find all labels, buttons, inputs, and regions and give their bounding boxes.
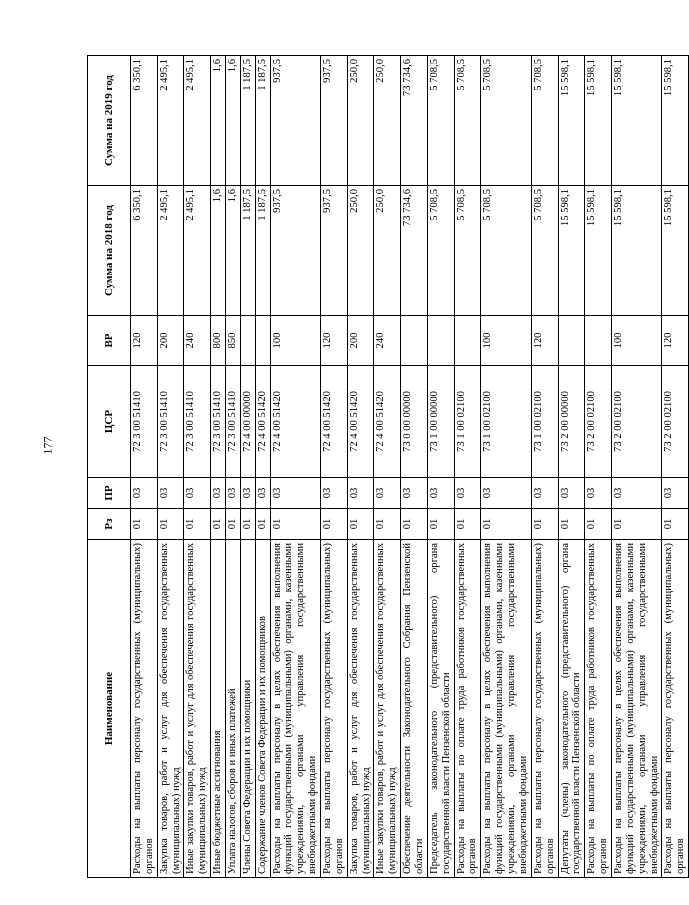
table-row xyxy=(157,56,184,878)
cell-rz: 01 xyxy=(531,509,558,540)
cell-vr: 200 xyxy=(347,316,374,366)
header-pr: ПР xyxy=(88,478,131,509)
cell-rz: 01 xyxy=(226,509,241,540)
cell-sum-2018: 2 495,1 xyxy=(157,186,184,316)
cell-sum-2018: 5 708,5 xyxy=(454,186,481,316)
cell-rz: 01 xyxy=(585,509,612,540)
cell-vr: 100 xyxy=(611,316,661,366)
cell-csr: 72 4 00 51420 xyxy=(347,366,374,478)
cell-sum-2018: 1 187,5 xyxy=(255,186,270,316)
cell-sum-2018: 250,0 xyxy=(374,186,401,316)
table-row xyxy=(226,56,241,878)
cell-sum-2018: 5 708,5 xyxy=(481,186,531,316)
cell-rz: 01 xyxy=(558,509,585,540)
table-row xyxy=(184,56,211,878)
cell-vr xyxy=(255,316,270,366)
cell-csr: 72 4 00 51420 xyxy=(321,366,348,478)
cell-name: Расходы на выплаты по оплате труда работников государственных органов xyxy=(454,540,481,878)
cell-name: Закупка товаров, работ и услуг для обеспечения государственных (муниципальных) нужд xyxy=(347,540,374,878)
cell-pr: 03 xyxy=(374,478,401,509)
cell-vr xyxy=(585,316,612,366)
cell-name: Закупка товаров, работ и услуг для обеспечения государственных (муниципальных) нужд xyxy=(157,540,184,878)
cell-vr: 100 xyxy=(270,316,320,366)
cell-sum-2019: 1,6 xyxy=(211,56,226,186)
cell-pr: 03 xyxy=(157,478,184,509)
cell-pr: 03 xyxy=(347,478,374,509)
cell-sum-2018: 73 734,6 xyxy=(401,186,428,316)
cell-vr xyxy=(240,316,255,366)
table-row xyxy=(131,56,158,878)
cell-rz: 01 xyxy=(211,509,226,540)
cell-csr: 73 1 00 02100 xyxy=(481,366,531,478)
cell-sum-2019: 937,5 xyxy=(321,56,348,186)
cell-name: Обеспечение деятельности Законодательного Собрания Пензенской области xyxy=(401,540,428,878)
cell-sum-2019: 73 734,6 xyxy=(401,56,428,186)
cell-sum-2019: 15 598,1 xyxy=(558,56,585,186)
cell-name: Расходы на выплаты персоналу в целях обеспечения выполнения функций государственными (муниципальными) органами, казенными учреждениями, органами управления государственными внебюджетными фондами xyxy=(611,540,661,878)
cell-csr: 72 3 00 51410 xyxy=(131,366,158,478)
cell-vr xyxy=(558,316,585,366)
table-row xyxy=(401,56,428,878)
cell-pr: 03 xyxy=(226,478,241,509)
cell-pr: 03 xyxy=(611,478,661,509)
cell-rz: 01 xyxy=(157,509,184,540)
table-row xyxy=(531,56,558,878)
cell-sum-2019: 5 708,5 xyxy=(481,56,531,186)
cell-pr: 03 xyxy=(427,478,454,509)
budget-table xyxy=(87,55,689,878)
cell-csr: 72 4 00 51420 xyxy=(374,366,401,478)
table-row xyxy=(374,56,401,878)
cell-vr: 120 xyxy=(531,316,558,366)
cell-name: Уплата налогов, сборов и иных платежей xyxy=(226,540,241,878)
cell-pr: 03 xyxy=(454,478,481,509)
cell-sum-2018: 5 708,5 xyxy=(427,186,454,316)
cell-rz: 01 xyxy=(321,509,348,540)
table-row xyxy=(427,56,454,878)
cell-pr: 03 xyxy=(184,478,211,509)
cell-sum-2019: 250,0 xyxy=(347,56,374,186)
cell-pr: 03 xyxy=(270,478,320,509)
header-name: Наименование xyxy=(88,540,131,878)
table-row xyxy=(611,56,661,878)
header-rz: Рз xyxy=(88,509,131,540)
cell-rz: 01 xyxy=(270,509,320,540)
cell-csr: 73 1 00 02100 xyxy=(531,366,558,478)
header-sum-2018: Сумма на 2018 год xyxy=(88,186,131,316)
cell-csr: 73 2 00 02100 xyxy=(585,366,612,478)
cell-sum-2018: 1 187,5 xyxy=(240,186,255,316)
cell-rz: 01 xyxy=(427,509,454,540)
cell-rz: 01 xyxy=(240,509,255,540)
cell-name: Председатель законодательного (представительного) органа государственной власти Пензенской области xyxy=(427,540,454,878)
cell-sum-2018: 937,5 xyxy=(321,186,348,316)
cell-pr: 03 xyxy=(211,478,226,509)
cell-csr: 72 3 00 51410 xyxy=(226,366,241,478)
cell-pr: 03 xyxy=(131,478,158,509)
header-vr: ВР xyxy=(88,316,131,366)
cell-vr xyxy=(401,316,428,366)
cell-sum-2018: 1,6 xyxy=(211,186,226,316)
cell-sum-2018: 937,5 xyxy=(270,186,320,316)
table-row xyxy=(662,56,689,878)
cell-rz: 01 xyxy=(347,509,374,540)
table-row xyxy=(585,56,612,878)
table-header-row xyxy=(88,56,131,878)
table-row xyxy=(347,56,374,878)
cell-vr: 800 xyxy=(211,316,226,366)
header-sum-2019: Сумма на 2019 год xyxy=(88,56,131,186)
table-row xyxy=(454,56,481,878)
cell-sum-2019: 1 187,5 xyxy=(255,56,270,186)
rotated-page-content xyxy=(87,56,687,878)
cell-sum-2019: 5 708,5 xyxy=(427,56,454,186)
cell-csr: 73 2 00 02100 xyxy=(662,366,689,478)
cell-sum-2019: 937,5 xyxy=(270,56,320,186)
cell-sum-2019: 15 598,1 xyxy=(585,56,612,186)
table-row xyxy=(270,56,320,878)
cell-rz: 01 xyxy=(401,509,428,540)
cell-name: Содержание членов Совета Федерации и их помощников xyxy=(255,540,270,878)
cell-pr: 03 xyxy=(240,478,255,509)
cell-rz: 01 xyxy=(454,509,481,540)
cell-vr: 120 xyxy=(321,316,348,366)
cell-csr: 73 1 00 02100 xyxy=(454,366,481,478)
cell-name: Члены Совета Федерации и их помощники xyxy=(240,540,255,878)
cell-csr: 72 4 00 00000 xyxy=(240,366,255,478)
cell-sum-2019: 2 495,1 xyxy=(184,56,211,186)
cell-sum-2018: 15 598,1 xyxy=(662,186,689,316)
cell-sum-2019: 5 708,5 xyxy=(531,56,558,186)
cell-csr: 72 3 00 51410 xyxy=(157,366,184,478)
cell-rz: 01 xyxy=(131,509,158,540)
cell-name: Иные закупки товаров, работ и услуг для обеспечения государственных (муниципальных) нужд xyxy=(184,540,211,878)
cell-sum-2018: 15 598,1 xyxy=(558,186,585,316)
cell-pr: 03 xyxy=(321,478,348,509)
cell-csr: 73 0 00 00000 xyxy=(401,366,428,478)
cell-rz: 01 xyxy=(255,509,270,540)
cell-sum-2018: 15 598,1 xyxy=(611,186,661,316)
cell-vr: 850 xyxy=(226,316,241,366)
cell-sum-2019: 15 598,1 xyxy=(662,56,689,186)
table-body xyxy=(131,56,689,878)
cell-sum-2019: 6 350,1 xyxy=(131,56,158,186)
cell-vr: 120 xyxy=(662,316,689,366)
cell-pr: 03 xyxy=(481,478,531,509)
cell-name: Расходы на выплаты персоналу государственных (муниципальных) органов xyxy=(131,540,158,878)
cell-vr xyxy=(427,316,454,366)
cell-rz: 01 xyxy=(481,509,531,540)
cell-vr xyxy=(454,316,481,366)
cell-name: Расходы на выплаты персоналу государственных (муниципальных) органов xyxy=(531,540,558,878)
page-number: 177 xyxy=(40,436,55,455)
cell-sum-2019: 1 187,5 xyxy=(240,56,255,186)
cell-pr: 03 xyxy=(585,478,612,509)
header-csr: ЦСР xyxy=(88,366,131,478)
table-row xyxy=(558,56,585,878)
cell-rz: 01 xyxy=(611,509,661,540)
cell-rz: 01 xyxy=(184,509,211,540)
cell-sum-2019: 1,6 xyxy=(226,56,241,186)
cell-rz: 01 xyxy=(374,509,401,540)
table-row xyxy=(211,56,226,878)
cell-name: Расходы на выплаты персоналу в целях обеспечения выполнения функций государственными (муниципальными) органами, казенными учреждениями, органами управления государственными внебюджетными фондами xyxy=(270,540,320,878)
cell-name: Расходы на выплаты персоналу государственных (муниципальных) органов xyxy=(662,540,689,878)
cell-name: Иные бюджетные ассигнования xyxy=(211,540,226,878)
table-row xyxy=(240,56,255,878)
cell-sum-2018: 1,6 xyxy=(226,186,241,316)
cell-vr: 100 xyxy=(481,316,531,366)
cell-csr: 73 2 00 00000 xyxy=(558,366,585,478)
table-row xyxy=(481,56,531,878)
cell-sum-2019: 2 495,1 xyxy=(157,56,184,186)
cell-csr: 72 4 00 51420 xyxy=(255,366,270,478)
cell-sum-2019: 15 598,1 xyxy=(611,56,661,186)
cell-pr: 03 xyxy=(531,478,558,509)
cell-sum-2018: 2 495,1 xyxy=(184,186,211,316)
cell-sum-2018: 6 350,1 xyxy=(131,186,158,316)
cell-rz: 01 xyxy=(662,509,689,540)
cell-sum-2018: 5 708,5 xyxy=(531,186,558,316)
cell-csr: 72 4 00 51420 xyxy=(270,366,320,478)
cell-name: Расходы на выплаты персоналу в целях обеспечения выполнения функций государственными (муниципальными) органами, казенными учреждениями, органами управления государственными внебюджетными фондами xyxy=(481,540,531,878)
cell-vr: 240 xyxy=(184,316,211,366)
table-row xyxy=(321,56,348,878)
cell-pr: 03 xyxy=(662,478,689,509)
cell-sum-2019: 5 708,5 xyxy=(454,56,481,186)
cell-pr: 03 xyxy=(401,478,428,509)
cell-vr: 240 xyxy=(374,316,401,366)
cell-vr: 120 xyxy=(131,316,158,366)
cell-sum-2018: 250,0 xyxy=(347,186,374,316)
cell-csr: 72 3 00 51410 xyxy=(211,366,226,478)
cell-csr: 72 3 00 51410 xyxy=(184,366,211,478)
cell-name: Расходы на выплаты по оплате труда работников государственных органов xyxy=(585,540,612,878)
table-row xyxy=(255,56,270,878)
cell-name: Расходы на выплаты персоналу государственных (муниципальных) органов xyxy=(321,540,348,878)
cell-sum-2018: 15 598,1 xyxy=(585,186,612,316)
cell-csr: 73 1 00 00000 xyxy=(427,366,454,478)
cell-pr: 03 xyxy=(558,478,585,509)
cell-name: Депутаты (члены) законодательного (представительного) органа государственной власти Пензенской области xyxy=(558,540,585,878)
cell-vr: 200 xyxy=(157,316,184,366)
cell-name: Иные закупки товаров, работ и услуг для обеспечения государственных (муниципальных) нужд xyxy=(374,540,401,878)
cell-pr: 03 xyxy=(255,478,270,509)
cell-sum-2019: 250,0 xyxy=(374,56,401,186)
cell-csr: 73 2 00 02100 xyxy=(611,366,661,478)
